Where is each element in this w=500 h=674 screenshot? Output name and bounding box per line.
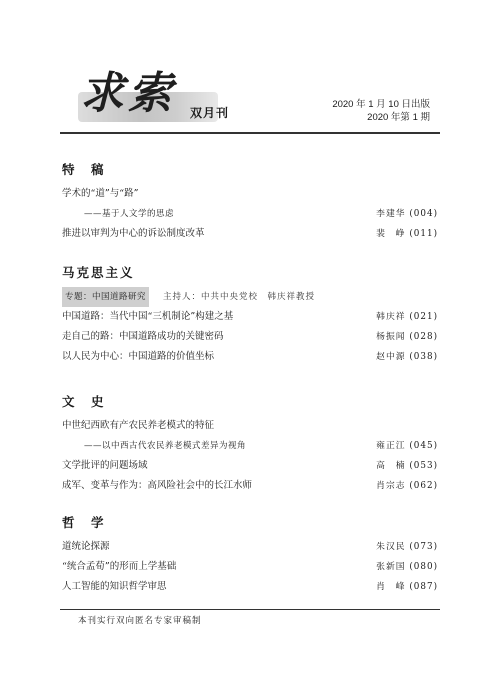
section-title: 特 稿 bbox=[62, 162, 106, 177]
article-title: 道统论探源 bbox=[62, 541, 110, 552]
topic-host: 主持人：中共中央党校 韩庆祥教授 bbox=[163, 292, 316, 302]
toc-entry[interactable] bbox=[62, 456, 438, 476]
toc-entry[interactable] bbox=[62, 224, 438, 244]
article-title: 中世纪西欧有产农民养老模式的特征 bbox=[62, 420, 215, 431]
bottom-divider bbox=[60, 609, 440, 610]
toc-entry[interactable] bbox=[62, 184, 438, 204]
toc-entry[interactable] bbox=[62, 327, 438, 347]
section-literature-history bbox=[62, 392, 438, 496]
publication-frequency: 双月刊 bbox=[190, 106, 230, 120]
publication-date: 2020 年 1 月 10 日出版 bbox=[332, 99, 430, 110]
toc-entry[interactable] bbox=[62, 347, 438, 367]
article-author: 肖 峰 (087) bbox=[376, 582, 438, 592]
toc-entry[interactable] bbox=[62, 307, 438, 327]
section-marxism bbox=[62, 263, 438, 367]
toc-entry[interactable] bbox=[62, 557, 438, 577]
article-title: 中国道路：当代中国“三机制论”构建之基 bbox=[62, 311, 234, 322]
article-title: 成军、变革与作为：高风险社会中的长江水师 bbox=[62, 480, 253, 491]
toc-entry[interactable] bbox=[62, 577, 438, 597]
review-policy-note: 本刊实行双向匿名专家审稿制 bbox=[78, 616, 202, 626]
article-author: 杨振闻 (028) bbox=[376, 332, 438, 342]
article-author: 韩庆祥 (021) bbox=[376, 312, 438, 322]
article-title: 学术的“道”与“路” bbox=[62, 188, 139, 199]
article-title: 文学批评的问题场域 bbox=[62, 460, 148, 471]
article-author: 高 楠 (053) bbox=[376, 461, 438, 471]
section-philosophy bbox=[62, 513, 438, 597]
logo-text: 求索 bbox=[80, 68, 176, 119]
section-title: 哲 学 bbox=[62, 515, 106, 530]
toc-entry[interactable] bbox=[62, 476, 438, 496]
section-title: 马克思主义 bbox=[62, 265, 135, 280]
article-author: 雍正江 (045) bbox=[376, 441, 438, 451]
top-divider bbox=[60, 132, 440, 134]
article-author: 肖宗志 (062) bbox=[376, 481, 438, 491]
masthead bbox=[0, 0, 500, 150]
article-author: 李建华 (004) bbox=[376, 209, 438, 219]
toc-entry-subtitle[interactable] bbox=[62, 436, 438, 456]
section-special bbox=[62, 160, 438, 244]
toc-entry[interactable] bbox=[62, 416, 438, 436]
section-title: 文 史 bbox=[62, 394, 106, 409]
article-title: 走自己的路：中国道路成功的关键密码 bbox=[62, 331, 224, 342]
toc-entry[interactable] bbox=[62, 537, 438, 557]
publication-info bbox=[332, 98, 430, 124]
issue-number: 2020 年第 1 期 bbox=[367, 112, 430, 123]
article-title: 以人民为中心：中国道路的价值坐标 bbox=[62, 351, 215, 362]
toc-entry-subtitle[interactable] bbox=[62, 204, 438, 224]
article-author: 裴 峥 (011) bbox=[376, 229, 438, 239]
article-title: 推进以审判为中心的诉讼制度改革 bbox=[62, 228, 205, 239]
article-title: 人工智能的知识哲学审思 bbox=[62, 581, 167, 592]
topic-label: 专题：中国道路研究 bbox=[62, 287, 149, 307]
topic-line bbox=[62, 287, 438, 307]
article-subtitle: ——基于人文学的思虑 bbox=[84, 209, 175, 219]
article-author: 朱汉民 (073) bbox=[376, 542, 438, 552]
article-subtitle: ——以中西古代农民养老模式差异为视角 bbox=[84, 441, 247, 451]
article-author: 张新国 (080) bbox=[376, 562, 438, 572]
article-title: “统合孟荀”的形而上学基础 bbox=[62, 561, 177, 572]
article-author: 赵中源 (038) bbox=[376, 352, 438, 362]
